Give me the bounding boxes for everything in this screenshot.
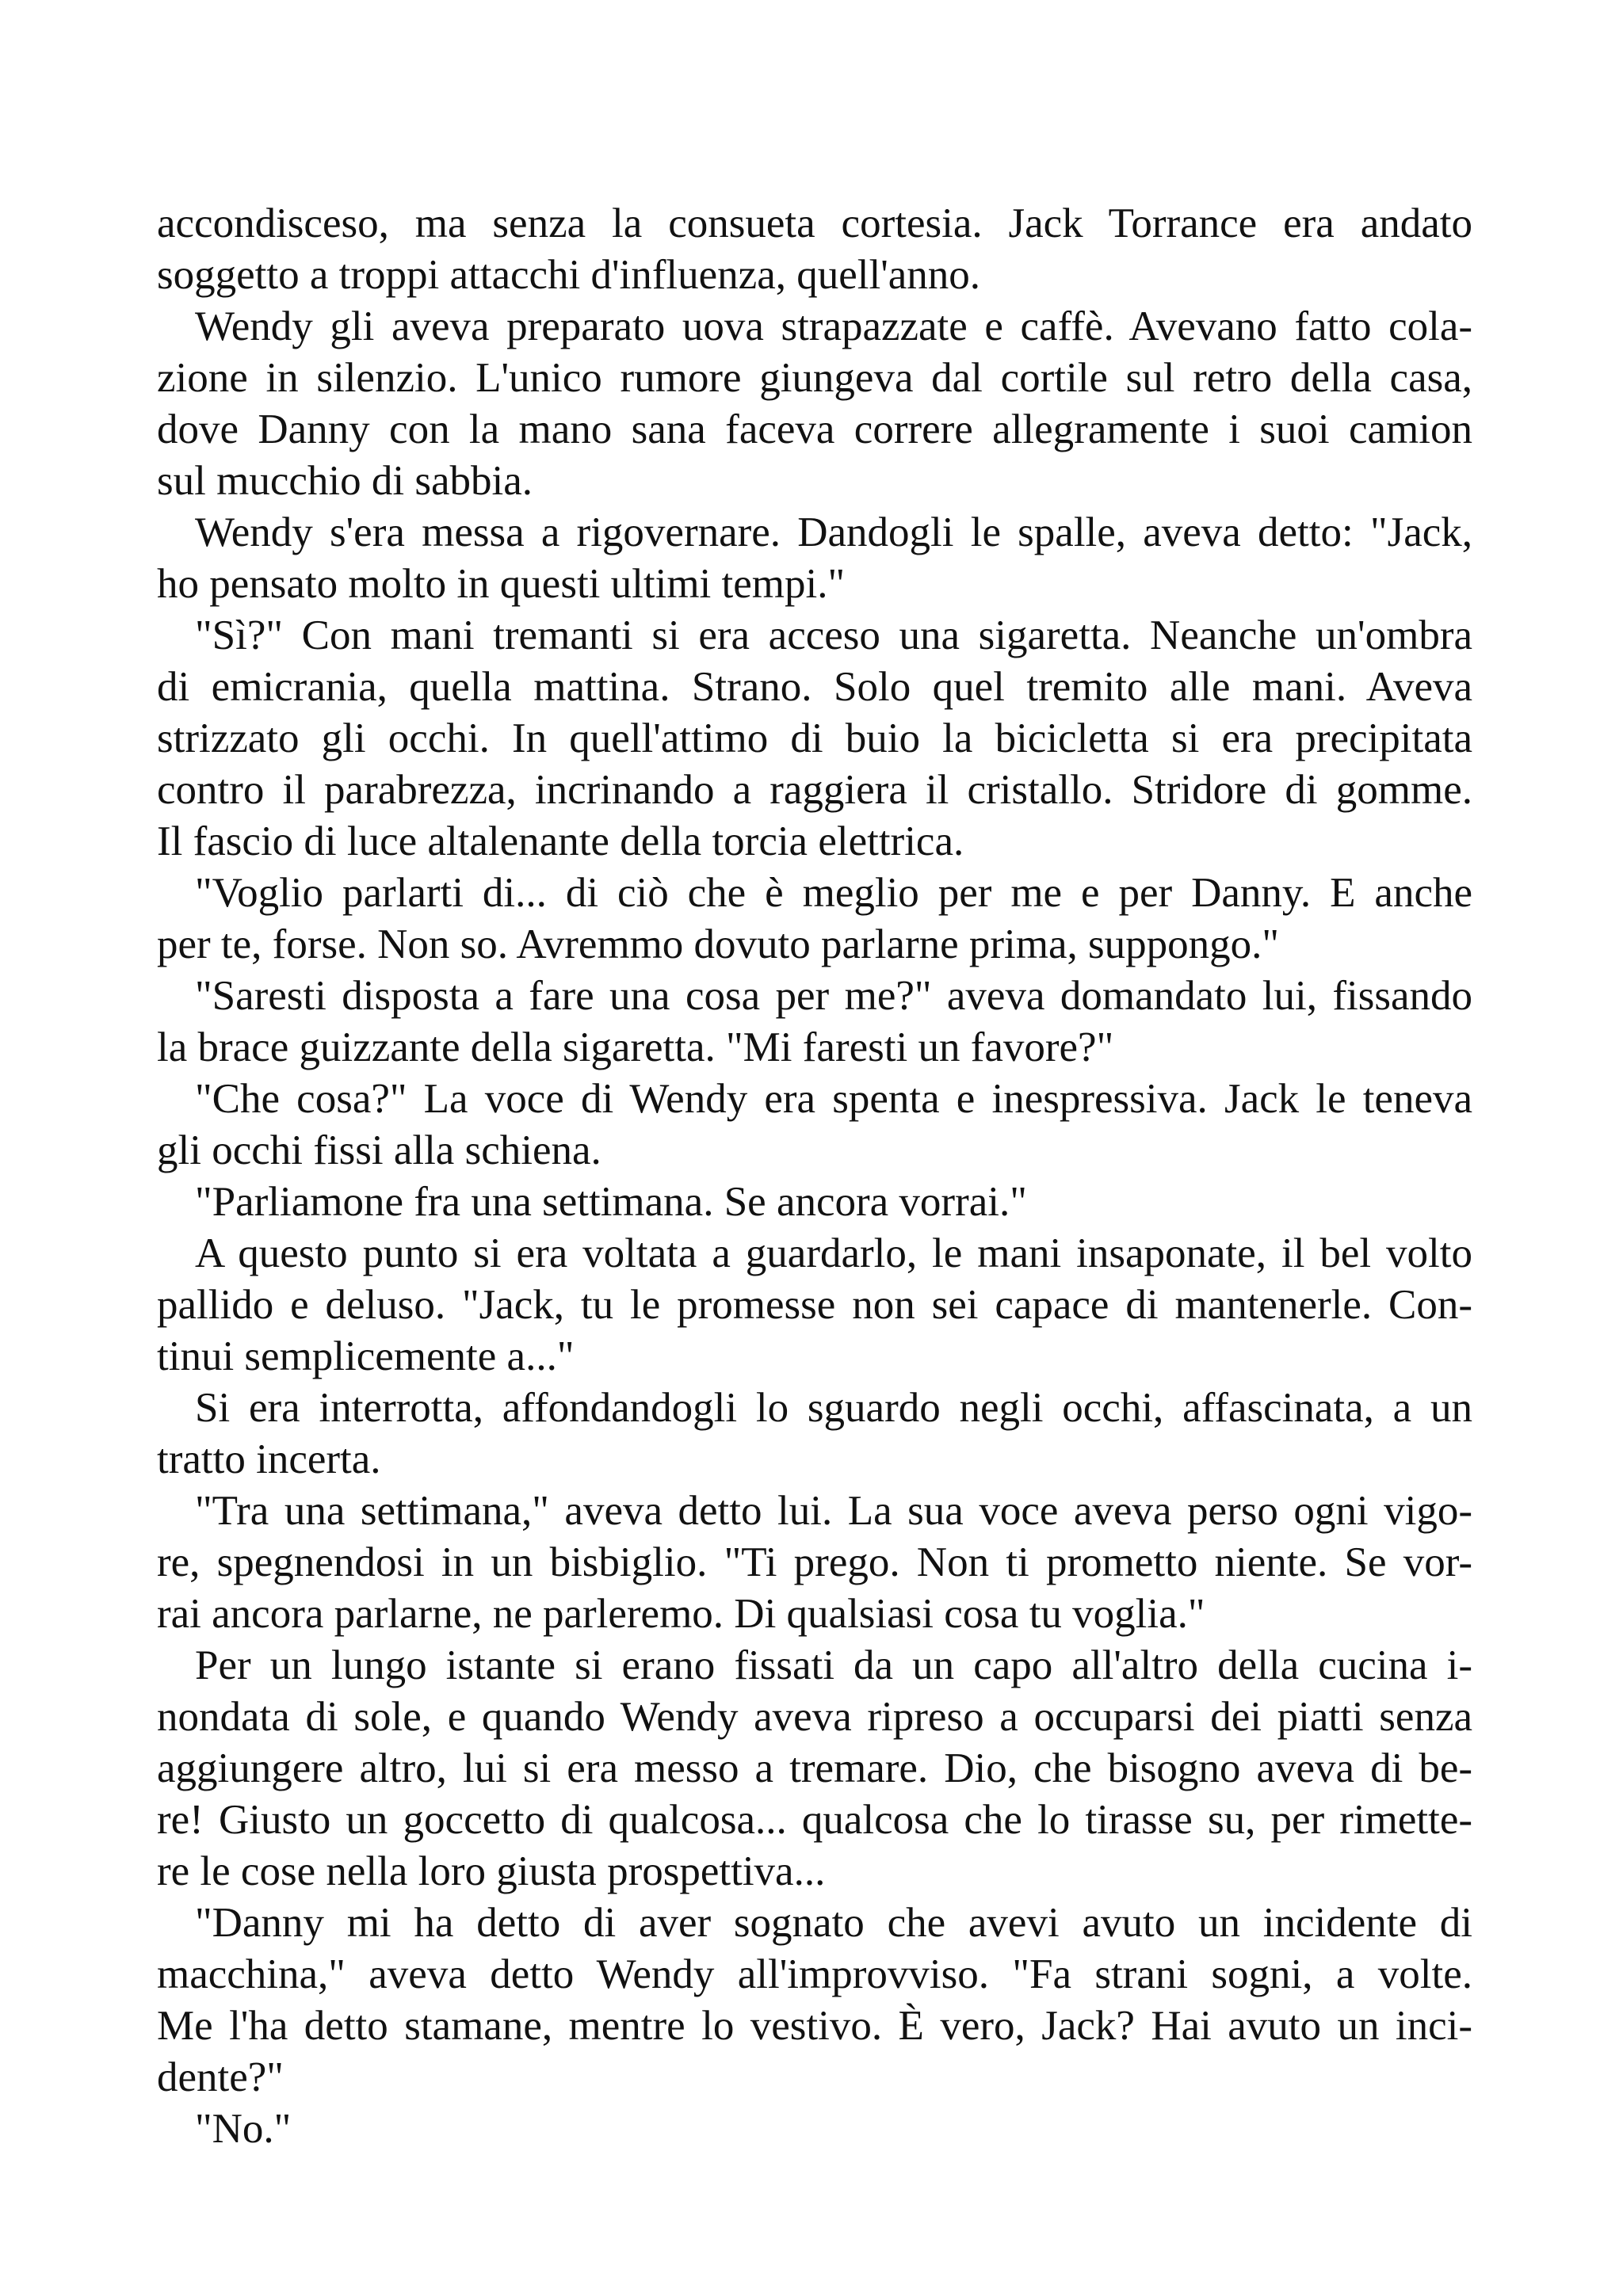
text-line: sul mucchio di sabbia. [157, 458, 533, 504]
text-line: Wendy gli aveva preparato uova strapazzate e caffè. Avevano fatto cola- [195, 303, 1472, 349]
text-line: "Tra una settimana," aveva detto lui. La sua voce aveva perso ogni vigo- [195, 1488, 1472, 1534]
text-line: "Voglio parlarti di... di ciò che è meglio per me e per Danny. E anche [195, 870, 1472, 916]
text-line: re! Giusto un goccetto di qualcosa... qualcosa che lo tirasse su, per rimette- [157, 1797, 1472, 1843]
text-line: dente?" [157, 2054, 284, 2100]
text-line: dove Danny con la mano sana faceva correre allegramente i suoi camion [157, 406, 1472, 452]
text-line: "Danny mi ha detto di aver sognato che avevi avuto un incidente di [195, 1900, 1472, 1946]
text-line: nondata di sole, e quando Wendy aveva ripreso a occuparsi dei piatti senza [157, 1694, 1472, 1740]
text-line: accondisceso, ma senza la consueta cortesia. Jack Torrance era andato [157, 200, 1472, 246]
text-line: Wendy s'era messa a rigovernare. Dandogli le spalle, aveva detto: "Jack, [195, 509, 1472, 555]
text-line: contro il parabrezza, incrinando a raggiera il cristallo. Stridore di gomme. [157, 767, 1472, 813]
text-line: re, spegnendosi in un bisbiglio. "Ti prego. Non ti prometto niente. Se vor- [157, 1539, 1472, 1585]
text-line: aggiungere altro, lui si era messo a tremare. Dio, che bisogno aveva di be- [157, 1745, 1472, 1791]
text-line: A questo punto si era voltata a guardarlo, le mani insaponate, il bel volto [195, 1230, 1472, 1276]
text-line: strizzato gli occhi. In quell'attimo di buio la bicicletta si era precipitata [157, 715, 1472, 761]
text-line: pallido e deluso. "Jack, tu le promesse non sei capace di mantenerle. Con- [157, 1282, 1472, 1328]
text-line: di emicrania, quella mattina. Strano. Solo quel tremito alle mani. Aveva [157, 664, 1472, 710]
document-page [157, 198, 1472, 2155]
text-line: la brace guizzante della sigaretta. "Mi faresti un favore?" [157, 1024, 1114, 1070]
text-line: zione in silenzio. L'unico rumore giungeva dal cortile sul retro della casa, [157, 355, 1472, 401]
text-line: rai ancora parlarne, ne parleremo. Di qualsiasi cosa tu voglia." [157, 1591, 1205, 1637]
text-line: gli occhi fissi alla schiena. [157, 1127, 601, 1173]
text-line: Per un lungo istante si erano fissati da un capo all'altro della cucina i- [195, 1642, 1472, 1688]
text-line: "No." [195, 2106, 292, 2152]
text-line: Si era interrotta, affondandogli lo sguardo negli occhi, affascinata, a un [195, 1385, 1472, 1431]
text-line: Il fascio di luce altalenante della torcia elettrica. [157, 818, 964, 864]
text-line: soggetto a troppi attacchi d'influenza, quell'anno. [157, 252, 981, 298]
text-line: ho pensato molto in questi ultimi tempi." [157, 561, 846, 607]
text-line: macchina," aveva detto Wendy all'improvviso. "Fa strani sogni, a volte. [157, 1951, 1472, 1997]
text-line: re le cose nella loro giusta prospettiva... [157, 1848, 826, 1894]
text-line: "Sì?" Con mani tremanti si era acceso una sigaretta. Neanche un'ombra [195, 612, 1472, 658]
text-line: per te, forse. Non so. Avremmo dovuto parlarne prima, suppongo." [157, 921, 1280, 967]
text-line: tratto incerta. [157, 1436, 381, 1482]
text-line: "Saresti disposta a fare una cosa per me?" aveva domandato lui, fissando [195, 973, 1472, 1019]
text-line: Me l'ha detto stamane, mentre lo vestivo. È vero, Jack? Hai avuto un inci- [157, 2003, 1472, 2049]
text-line: tinui semplicemente a..." [157, 1333, 575, 1379]
text-line: "Parliamone fra una settimana. Se ancora vorrai." [195, 1179, 1027, 1225]
text-line: "Che cosa?" La voce di Wendy era spenta e inespressiva. Jack le teneva [195, 1076, 1472, 1122]
